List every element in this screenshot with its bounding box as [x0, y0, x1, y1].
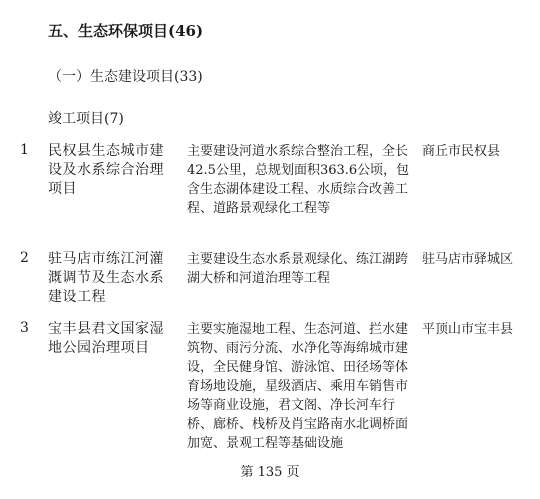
project-description: 主要建设生态水系景观绿化、练江湖跨湖大桥和河道治理等工程 — [187, 252, 409, 286]
project-name: 民权县生态城市建设及水系综合治理项目 — [48, 143, 164, 197]
project-location: 驻马店市驿城区 — [422, 252, 514, 267]
section-title: 五、生态环保项目(46) — [48, 22, 204, 40]
project-number: 1 — [20, 142, 29, 158]
project-description: 主要实施湿地工程、生态河道、拦水建筑物、雨污分流、水净化等海绵城市建设，全民健身馆、游泳馆、田径场等体育场地设施，星级酒店、乘用车销售市场等商业设施，君文阁、净长河车行桥、廊桥、栈桥及肖宝路南水北调桥面加宽、景观工程等基础设施 — [187, 322, 409, 451]
project-name: 宝丰县君文国家湿地公园治理项目 — [48, 321, 164, 356]
project-location: 商丘市民权县 — [422, 144, 501, 159]
project-number: 3 — [20, 320, 29, 336]
project-description: 主要建设河道水系综合整治工程，全长42.5公里，总规划面积363.6公顷，包含生态湖体建设工程、水质综合改善工程、道路景观绿化工程等 — [187, 144, 410, 216]
project-location: 平顶山市宝丰县 — [422, 322, 514, 337]
subsection-title: （一）生态建设项目(33) — [48, 69, 203, 85]
group-title: 竣工项目(7) — [48, 111, 124, 127]
page-number: 第 135 页 — [240, 465, 300, 480]
project-number: 2 — [20, 250, 29, 266]
project-name: 驻马店市练江河灌溉调节及生态水系建设工程 — [48, 251, 164, 305]
